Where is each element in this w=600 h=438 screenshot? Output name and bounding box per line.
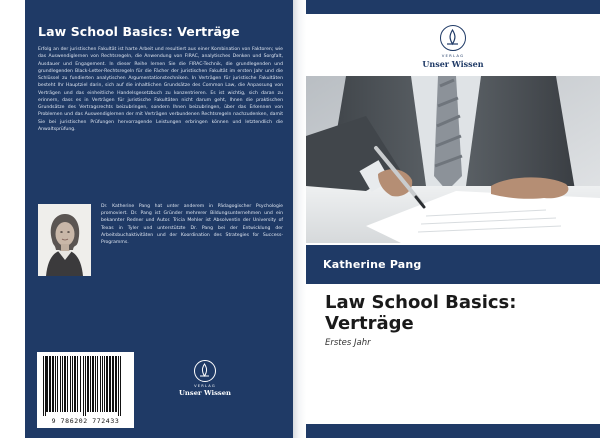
isbn-number: 9 786202 772433 — [51, 417, 120, 425]
author-band — [306, 245, 600, 284]
isbn-barcode — [37, 352, 134, 428]
publisher-name: Unser Wissen — [179, 389, 231, 397]
book-spine — [293, 0, 306, 438]
publisher-name: Unser Wissen — [422, 59, 484, 69]
publisher-emblem-icon — [440, 25, 466, 51]
back-cover-title: Law School Basics: Verträge — [38, 24, 240, 39]
author-name: Katherine Pang — [323, 258, 422, 271]
front-bottom-bar — [306, 424, 600, 438]
author-bio: Dr. Katherine Pang hat unter anderem in Pädagogischer Psychologie promoviert. Dr. Pang ist Gründer mehrerer Bildungsunternehmen und ein bekannter Redner und Autor. Tricia Mehler ist Absolventin der University of Texas in Tyler und unterstützte Dr. Pang bei der Entwicklung der Arbeitsbuchaktivitäten und der Koordination des Strategies for Success-Programms. — [101, 204, 283, 246]
publisher-verlag: VERLAG — [441, 53, 465, 58]
publisher-emblem-icon — [194, 360, 216, 382]
front-publisher-logo — [417, 25, 489, 69]
front-cover — [306, 0, 600, 438]
publisher-verlag: VERLAG — [194, 384, 216, 388]
back-cover — [25, 0, 293, 438]
author-photo — [38, 204, 91, 276]
book-subtitle: Erstes Jahr — [325, 338, 371, 348]
back-publisher-logo — [175, 360, 235, 397]
back-cover-blurb: Erfolg an der juristischen Fakultät ist harte Arbeit und resultiert aus einer Kombination von Faktoren; wie das Auswendiglernen von Rechtsregeln, die Anwendung von FIRAC, analytisches Denken und Sorgfalt, Ausdauer und Engagement. In dieser Reihe lernen Sie die FIRAC-Technik, die grundlegenden und grundlegenden Black-Letter-Rechtsregeln für die Fächer der juristischen Fakultät im ersten Jahr und die Schlüssel zu fundierten analytischen Argumentationstechniken. In Verträgen für juristische Fakultäten besteht Ihr Hauptziel darin, sich auf die inhaltlichen Grundsätze des Common Law, die Anpassung von Verträgen und das einheitliche Handelsgesetzbuch zu konzentrieren. Es ist wichtig, sich daran zu erinnern, dass es in Verträgen für juristische Fakultäten nicht darum geht, Ihnen die praktischen Grundsätze des Vertragsrechts beizubringen, sondern Ihnen beizubringen, über das Erkennen von Problemen und das Auswendiglernen der mit Verträgen verbundenen Rechtsregeln nachzudenken, damit Sie bei juristischen Prüfungen hervorragende Leistungen erbringen können und letztendlich die Anwaltsprüfung. — [38, 47, 283, 132]
book-title: Law School Basics: Verträge — [325, 292, 517, 334]
cover-photo-contract-signing — [306, 76, 600, 243]
front-top-bar — [306, 0, 600, 14]
